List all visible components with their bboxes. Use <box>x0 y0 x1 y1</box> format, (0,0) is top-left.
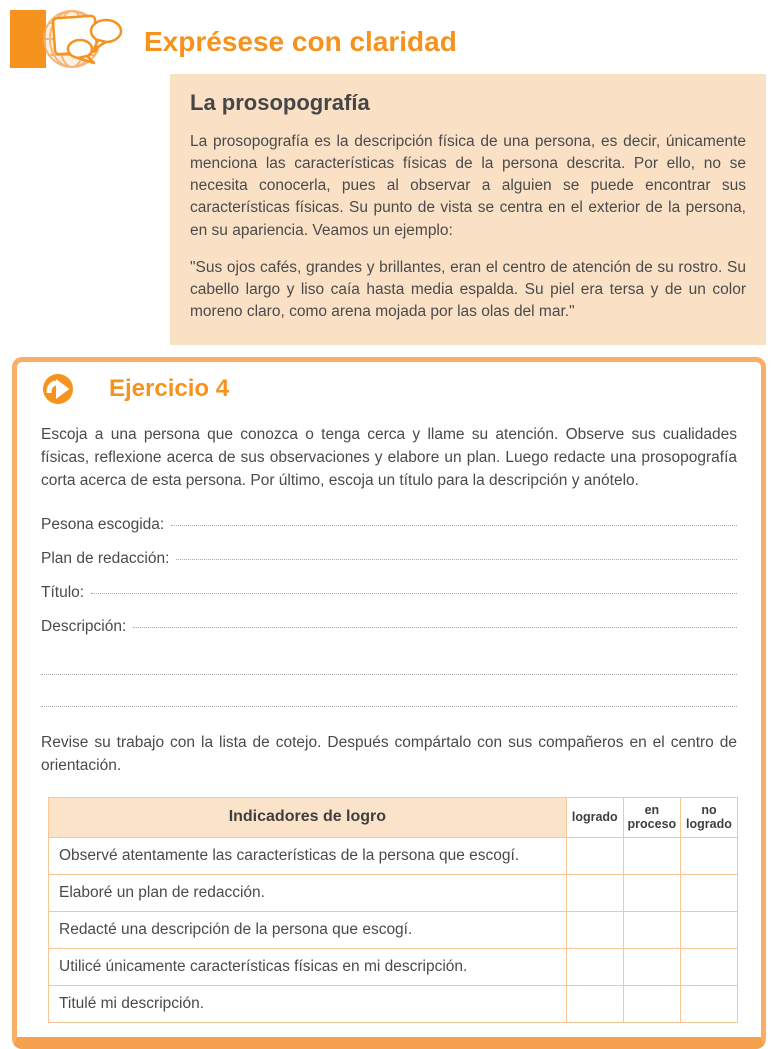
checklist-row-5-no-logrado-cell[interactable] <box>680 985 737 1022</box>
checklist-header-indicadores: Indicadores de logro <box>49 797 567 837</box>
review-note: Revise su trabajo con la lista de cotejo. Después compártalo con sus compañeros en el centro de orientación. <box>41 734 737 775</box>
checklist-row-3-label: Redacté una descripción de la persona que escogí. <box>49 911 567 948</box>
descripcion-field <box>41 618 737 652</box>
info-box-paragraph-example: "Sus ojos cafés, grandes y brillantes, eran el centro de atención de su rostro. Su cabello largo y liso caía hasta media espalda. Su piel era tersa y de un color moreno claro, como arena mojada por las olas del mar." <box>190 258 746 321</box>
checklist-row-4-no-logrado-cell[interactable] <box>680 948 737 985</box>
checklist-row-2-logrado-cell[interactable] <box>566 874 623 911</box>
plan-de-redaccion-field <box>41 550 737 584</box>
checklist-header-en-proceso: en proceso <box>623 797 680 837</box>
checklist-row-1 <box>49 837 738 874</box>
checklist-row-1-label: Observé atentamente las características de la persona que escogí. <box>49 837 567 874</box>
checklist-row-2 <box>49 874 738 911</box>
prosopografia-info-box <box>170 74 766 345</box>
checklist-row-2-en-proceso-cell[interactable] <box>623 874 680 911</box>
titulo-label: Título: <box>41 584 85 602</box>
checklist-header-no-logrado: no logrado <box>680 797 737 837</box>
ejercicio-4-box <box>12 357 766 1049</box>
checklist-row-5 <box>49 985 738 1022</box>
exercise-instructions: Escoja a una persona que conozca o tenga cerca y llame su atención. Observe sus cualidades físicas, reflexione acerca de sus observaciones y elabore un plan. Luego redacte una prosopografía corta acerca de esta persona. Por último, escoja un título para la descripción y anótelo. <box>41 426 737 489</box>
checklist-row-2-no-logrado-cell[interactable] <box>680 874 737 911</box>
arrow-right-circle-icon <box>43 374 73 404</box>
checklist-header-row <box>49 797 738 837</box>
titulo-write-line[interactable] <box>91 593 737 594</box>
checklist-row-3-en-proceso-cell[interactable] <box>623 911 680 948</box>
descripcion-write-line[interactable] <box>133 627 737 628</box>
checklist-row-4-label: Utilicé únicamente características físicas en mi descripción. <box>49 948 567 985</box>
checklist-row-5-logrado-cell[interactable] <box>566 985 623 1022</box>
checklist-row-4 <box>49 948 738 985</box>
pesona-escogida-label: Pesona escogida: <box>41 516 165 534</box>
checklist-row-4-en-proceso-cell[interactable] <box>623 948 680 985</box>
checklist-row-3-no-logrado-cell[interactable] <box>680 911 737 948</box>
checklist-row-5-en-proceso-cell[interactable] <box>623 985 680 1022</box>
checklist-row-4-logrado-cell[interactable] <box>566 948 623 985</box>
checklist-row-3-logrado-cell[interactable] <box>566 911 623 948</box>
checklist-row-2-label: Elaboré un plan de redacción. <box>49 874 567 911</box>
page-title: Exprésese con claridad <box>144 25 457 57</box>
globe-speech-bubbles-logo-icon <box>10 9 124 69</box>
pesona-escogida-write-line[interactable] <box>171 525 737 526</box>
exercise-title: Ejercicio 4 <box>109 375 230 402</box>
descripcion-extra-write-line-1[interactable] <box>41 674 737 675</box>
exercise-header <box>41 374 737 404</box>
plan-de-redaccion-write-line[interactable] <box>176 559 737 560</box>
descripcion-extra-write-line-2[interactable] <box>41 706 737 707</box>
checklist-row-5-label: Titulé mi descripción. <box>49 985 567 1022</box>
info-box-title: La prosopografía <box>190 90 370 115</box>
checklist-row-1-en-proceso-cell[interactable] <box>623 837 680 874</box>
pesona-escogida-field <box>41 516 737 550</box>
info-box-paragraph-definition: La prosopografía es la descripción física de una persona, es decir, únicamente menciona las características físicas de la persona descrita. Por ello, no se necesita conocerla, pues al observar a alguien se puede encontrar sus características físicas. Su punto de vista se centra en el exterior de la persona, en su apariencia. Veamos un ejemplo: <box>190 133 746 239</box>
exercise-fields <box>41 516 737 652</box>
plan-de-redaccion-label: Plan de redacción: <box>41 550 170 568</box>
checklist-row-3 <box>49 911 738 948</box>
descripcion-label: Descripción: <box>41 618 127 636</box>
page-header <box>0 0 778 70</box>
checklist-header-logrado: logrado <box>566 797 623 837</box>
checklist-row-1-logrado-cell[interactable] <box>566 837 623 874</box>
checklist-row-1-no-logrado-cell[interactable] <box>680 837 737 874</box>
titulo-field <box>41 584 737 618</box>
indicadores-checklist-table <box>48 797 738 1023</box>
